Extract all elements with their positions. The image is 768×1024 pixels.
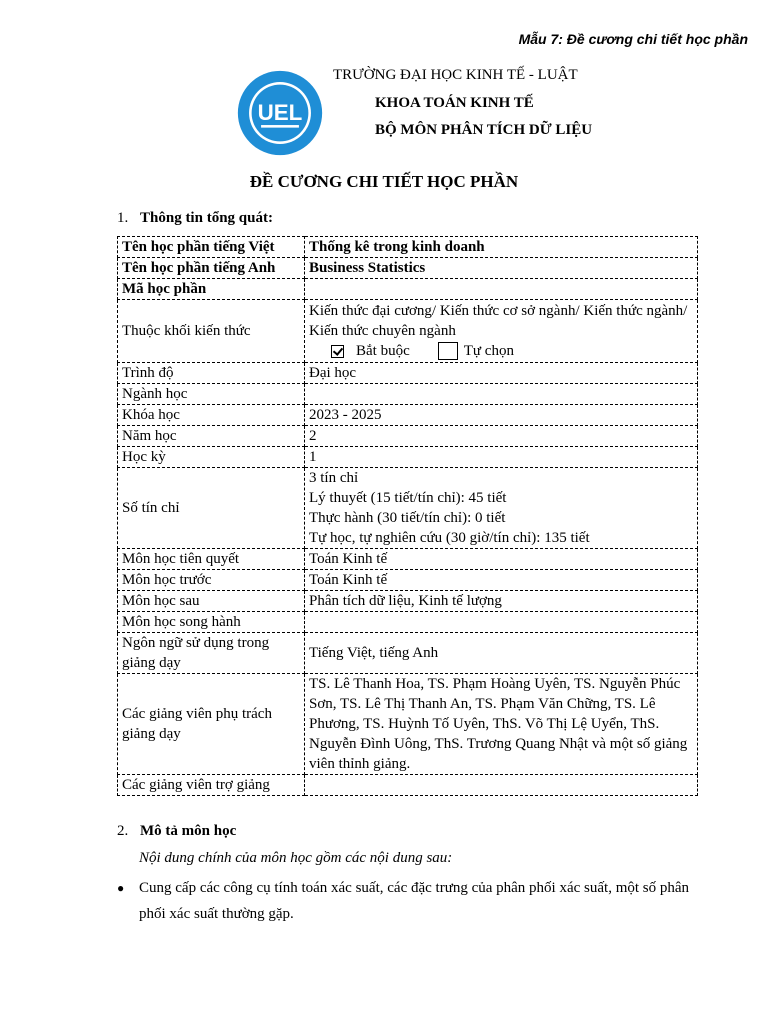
elective-label: Tự chọn: [463, 343, 514, 359]
table-row: [118, 384, 698, 405]
department-name: BỘ MÔN PHÂN TÍCH DỮ LIỆU: [375, 122, 593, 138]
table-row: [118, 300, 698, 363]
row-label: Các giảng viên phụ trách giảng dạy: [118, 674, 305, 775]
row-label: Các giảng viên trợ giảng: [118, 775, 305, 796]
row-label: Môn học song hành: [118, 612, 305, 633]
row-value: [305, 612, 698, 633]
row-value: Đại học: [305, 363, 698, 384]
credits-total: 3 tín chỉ: [309, 470, 359, 486]
credits-theory: Lý thuyết (15 tiết/tín chỉ): 45 tiết: [309, 490, 507, 506]
table-row: [118, 633, 698, 674]
section-1-heading: [117, 210, 273, 227]
table-row: [118, 426, 698, 447]
table-row: [118, 591, 698, 612]
faculty-name: KHOA TOÁN KINH TẾ: [375, 95, 534, 111]
template-label: Mẫu 7: Đề cương chi tiết học phần: [518, 31, 748, 47]
table-row: [118, 258, 698, 279]
bullet-icon: ●: [117, 881, 125, 895]
row-label: Thuộc khối kiến thức: [118, 300, 305, 363]
row-label: Năm học: [118, 426, 305, 447]
table-row: [118, 549, 698, 570]
course-type-options: [309, 341, 693, 361]
table-row: [118, 775, 698, 796]
table-row: [118, 237, 698, 258]
bullet-text: Cung cấp các công cụ tính toán xác suất, các đặc trưng của phân phối xác suất, một số phân phối xác suất thường gặp.: [139, 880, 690, 922]
row-label: Ngôn ngữ sử dụng trong giảng dạy: [118, 633, 305, 674]
row-value: 1: [305, 447, 698, 468]
table-row: [118, 405, 698, 426]
university-name: TRƯỜNG ĐẠI HỌC KINH TẾ - LUẬT: [333, 67, 578, 83]
elective-checkbox[interactable]: [438, 342, 458, 360]
row-label: Tên học phần tiếng Việt: [118, 237, 305, 258]
table-row: [118, 612, 698, 633]
table-row: [118, 468, 698, 549]
row-value: Thống kê trong kinh doanh: [305, 237, 698, 258]
section-2-number: 2.: [117, 823, 129, 839]
row-value: 2023 - 2025: [305, 405, 698, 426]
row-value: Business Statistics: [305, 258, 698, 279]
row-label: Khóa học: [118, 405, 305, 426]
course-info-table: [117, 236, 698, 796]
row-value: 2: [305, 426, 698, 447]
required-checkbox[interactable]: [331, 345, 344, 358]
row-label: Số tín chỉ: [118, 468, 305, 549]
row-value: TS. Lê Thanh Hoa, TS. Phạm Hoàng Uyên, TS. Nguyễn Phúc Sơn, TS. Lê Thị Thanh An, TS. Phạm Văn Chững, TS. Lê Phương, TS. Huỳnh Tố Uyên, ThS. Võ Thị Lệ Uyển, ThS. Nguyễn Đình Uông, ThS. Trương Quang Nhật và một số giảng viên thỉnh giảng.: [305, 674, 698, 775]
table-row: [118, 279, 698, 300]
table-row: [118, 363, 698, 384]
row-label: Học kỳ: [118, 447, 305, 468]
document-title: ĐỀ CƯƠNG CHI TIẾT HỌC PHẦN: [249, 172, 519, 191]
row-label: Tên học phần tiếng Anh: [118, 258, 305, 279]
row-value: Tiếng Việt, tiếng Anh: [305, 633, 698, 674]
row-label: Ngành học: [118, 384, 305, 405]
row-label: Môn học sau: [118, 591, 305, 612]
required-label: Bắt buộc: [356, 343, 410, 359]
row-value: Phân tích dữ liệu, Kinh tế lượng: [305, 591, 698, 612]
row-label: Môn học tiên quyết: [118, 549, 305, 570]
row-label: Môn học trước: [118, 570, 305, 591]
section-2-heading: [117, 823, 236, 840]
table-row: [118, 570, 698, 591]
table-row: [118, 447, 698, 468]
row-value: [305, 279, 698, 300]
table-row: [118, 674, 698, 775]
section-2-title: Mô tả môn học: [140, 823, 237, 839]
row-value: Kiến thức đại cương/ Kiến thức cơ sở ngành/ Kiến thức ngành/ Kiến thức chuyên ngành: [309, 303, 688, 339]
row-value: [305, 384, 698, 405]
credits-cell: [305, 468, 698, 549]
row-value: Toán Kinh tế: [305, 570, 698, 591]
credits-practice: Thực hành (30 tiết/tín chỉ): 0 tiết: [309, 510, 506, 526]
svg-text:UEL: UEL: [257, 99, 303, 125]
knowledge-block-cell: [305, 300, 698, 363]
section-2-intro: Nội dung chính của môn học gồm các nội dung sau:: [139, 850, 453, 866]
list-item: [117, 875, 707, 927]
row-value: [305, 775, 698, 796]
credits-self-study: Tự học, tự nghiên cứu (30 giờ/tín chỉ): 135 tiết: [309, 530, 590, 546]
uel-logo: [237, 70, 323, 156]
row-label: Trình độ: [118, 363, 305, 384]
row-label: Mã học phần: [118, 279, 305, 300]
section-1-number: 1.: [117, 210, 129, 226]
section-1-title: Thông tin tổng quát:: [140, 210, 273, 226]
row-value: Toán Kinh tế: [305, 549, 698, 570]
